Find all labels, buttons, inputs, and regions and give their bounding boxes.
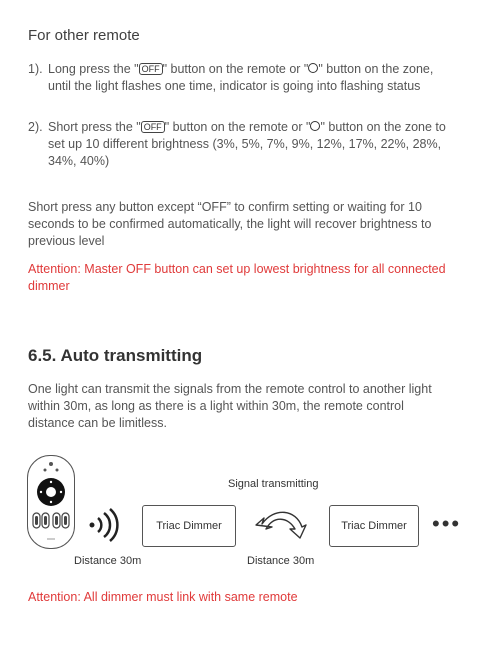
- curved-arrow-icon: [252, 505, 308, 541]
- zone-circle-icon: [308, 63, 318, 73]
- wireless-signal-icon: [88, 508, 122, 542]
- off-key-icon: OFF: [139, 63, 163, 75]
- distance-label-2: Distance 30m: [247, 555, 315, 567]
- step-text-part: " button on the zone, until the light flashes one time, indicator is going into flashing status: [48, 62, 434, 93]
- section-heading-other-remote: For other remote: [28, 27, 140, 44]
- signal-transmitting-label: Signal transmitting: [228, 478, 319, 490]
- remote-control-icon: [27, 455, 75, 549]
- step-text-part: Short press the ": [48, 120, 141, 134]
- step-text-part: " button on the zone to set up 10 different brightness (3%, 5%, 7%, 9%, 12%, 17%, 22%, 28%, 34%, 40%): [48, 120, 446, 168]
- step-1: [28, 61, 448, 95]
- step-text-part: Long press the ": [48, 62, 139, 76]
- off-key-icon: OFF: [141, 121, 165, 133]
- step-text-part: " button on the remote or ": [162, 62, 309, 76]
- triac-dimmer-box-2: Triac Dimmer: [329, 505, 419, 547]
- step-text-part: " button on the remote or ": [164, 120, 311, 134]
- attention-note-brightness: Attention: Master OFF button can set up lowest brightness for all connected dimmer: [28, 262, 446, 293]
- confirm-paragraph: Short press any button except “OFF” to confirm setting or waiting for 10 seconds to be confirmed automatically, the light will recover brightness to previous level: [28, 200, 432, 248]
- triac-dimmer-box-1: Triac Dimmer: [142, 505, 236, 547]
- remote-drawing: [28, 456, 74, 548]
- ellipsis-dots: •••: [432, 511, 462, 536]
- attention-note-link: Attention: All dimmer must link with same remote: [28, 590, 298, 604]
- section-heading-auto-transmitting: 6.5. Auto transmitting: [28, 346, 203, 365]
- step-1-text: [48, 61, 448, 95]
- step-2: [28, 119, 448, 170]
- step-number: 2).: [28, 120, 43, 134]
- step-number: 1).: [28, 62, 43, 76]
- distance-label-1: Distance 30m: [74, 555, 142, 567]
- step-2-text: [48, 119, 448, 170]
- zone-circle-icon: [310, 121, 320, 131]
- auto-transmitting-description: One light can transmit the signals from the remote control to another light within 30m, as long as there is a light within 30m, the remote control distance can be limitless.: [28, 382, 432, 430]
